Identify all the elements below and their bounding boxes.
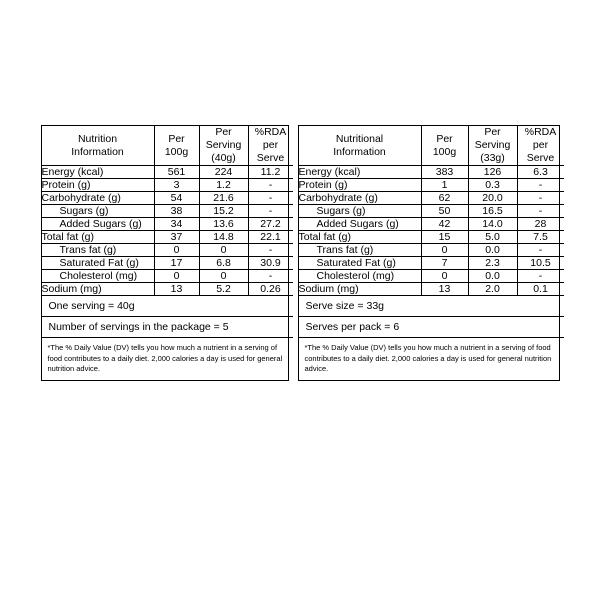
row-label: Sugars (g) [42,205,155,218]
table-header-row [299,126,564,166]
cell-per-serving: 21.6 [199,192,248,205]
cell-per-serving: 2.0 [468,283,517,296]
cell-rda: 10.5 [517,257,564,270]
row-label: Trans fat (g) [299,244,422,257]
cell-per-100g: 54 [154,192,199,205]
footnote-row [299,338,564,380]
cell-per-serving: 14.8 [199,231,248,244]
cell-rda: 11.2 [248,166,293,179]
cell-per-100g: 34 [154,218,199,231]
cell-per-100g: 38 [154,205,199,218]
cell-rda: - [248,192,293,205]
cell-per-serving: 16.5 [468,205,517,218]
cell-per-serving: 2.3 [468,257,517,270]
table-row [299,179,564,192]
cell-rda: 0.1 [517,283,564,296]
table-row [42,179,293,192]
cell-per-serving: 15.2 [199,205,248,218]
nutrition-panel-left [41,125,289,381]
header-per-serving: Per Serving (40g) [199,126,248,166]
table-body [299,126,564,380]
serving-note-row [42,296,293,317]
cell-rda: - [517,270,564,283]
serving-size-note: One serving = 40g [42,296,293,317]
servings-note-row [299,317,564,338]
table-row [299,270,564,283]
row-label: Trans fat (g) [42,244,155,257]
cell-per-serving: 14.0 [468,218,517,231]
header-per-serving: Per Serving (33g) [468,126,517,166]
table-row [42,231,293,244]
serves-per-pack-note: Serves per pack = 6 [299,317,564,338]
table-body [42,126,293,380]
cell-per-100g: 383 [421,166,468,179]
cell-rda: 7.5 [517,231,564,244]
cell-rda: - [517,192,564,205]
cell-per-serving: 1.2 [199,179,248,192]
cell-rda: - [248,270,293,283]
row-label: Total fat (g) [42,231,155,244]
table-row [42,270,293,283]
table-row [299,257,564,270]
footnote-row [42,338,293,380]
daily-value-footnote: *The % Daily Value (DV) tells you how much a nutrient in a serving of food contributes to a daily diet. 2,000 calories a day is used for general nutrition advice. [299,338,564,380]
table-row [42,218,293,231]
row-label: Sodium (mg) [299,283,422,296]
table-row [299,231,564,244]
row-label: Energy (kcal) [299,166,422,179]
daily-value-footnote: *The % Daily Value (DV) tells you how much a nutrient in a serving of food contributes to a daily diet. 2,000 calories a day is used for general nutrition advice. [42,338,293,380]
row-label: Cholesterol (mg) [42,270,155,283]
cell-per-100g: 17 [154,257,199,270]
cell-per-100g: 50 [421,205,468,218]
cell-per-100g: 15 [421,231,468,244]
table-row [299,218,564,231]
cell-per-serving: 0.3 [468,179,517,192]
cell-rda: 27.2 [248,218,293,231]
cell-per-100g: 561 [154,166,199,179]
table-row [42,283,293,296]
table-row [42,166,293,179]
row-label: Added Sugars (g) [42,218,155,231]
cell-per-serving: 5.2 [199,283,248,296]
table-row [299,283,564,296]
header-rda-per-serve: %RDA per Serve [517,126,564,166]
cell-per-100g: 1 [421,179,468,192]
servings-per-package-note: Number of servings in the package = 5 [42,317,293,338]
serving-note-row [299,296,564,317]
cell-per-100g: 0 [421,270,468,283]
table-row [42,257,293,270]
cell-per-serving: 13.6 [199,218,248,231]
nutrition-table-left [42,126,293,380]
cell-per-100g: 42 [421,218,468,231]
table-row [299,166,564,179]
cell-per-100g: 13 [421,283,468,296]
nutrition-table-right [299,126,564,380]
cell-per-serving: 0 [199,270,248,283]
cell-per-100g: 7 [421,257,468,270]
cell-rda: - [248,179,293,192]
cell-per-100g: 37 [154,231,199,244]
cell-per-serving: 0.0 [468,244,517,257]
cell-per-serving: 20.0 [468,192,517,205]
cell-per-100g: 0 [421,244,468,257]
nutrition-panel-right [298,125,560,381]
row-label: Total fat (g) [299,231,422,244]
cell-rda: - [248,244,293,257]
table-row [42,192,293,205]
table-row [299,192,564,205]
serve-size-note: Serve size = 33g [299,296,564,317]
row-label: Saturated Fat (g) [42,257,155,270]
cell-per-serving: 0.0 [468,270,517,283]
cell-rda: 22.1 [248,231,293,244]
header-per-100g: Per 100g [154,126,199,166]
table-row [299,205,564,218]
row-label: Sodium (mg) [42,283,155,296]
cell-rda: - [517,179,564,192]
cell-per-serving: 0 [199,244,248,257]
cell-rda: - [248,205,293,218]
row-label: Protein (g) [42,179,155,192]
table-row [42,244,293,257]
row-label: Protein (g) [299,179,422,192]
cell-rda: 6.3 [517,166,564,179]
header-per-100g: Per 100g [421,126,468,166]
row-label: Energy (kcal) [42,166,155,179]
table-row [42,205,293,218]
cell-rda: - [517,244,564,257]
cell-per-serving: 126 [468,166,517,179]
row-label: Sugars (g) [299,205,422,218]
cell-per-serving: 6.8 [199,257,248,270]
row-label: Added Sugars (g) [299,218,422,231]
cell-per-100g: 0 [154,244,199,257]
row-label: Cholesterol (mg) [299,270,422,283]
cell-per-100g: 3 [154,179,199,192]
cell-rda: - [517,205,564,218]
cell-rda: 28 [517,218,564,231]
header-rda-per-serve: %RDA per Serve [248,126,293,166]
row-label: Carbohydrate (g) [42,192,155,205]
cell-rda: 30.9 [248,257,293,270]
header-information: Nutrition Information [42,126,155,166]
cell-per-100g: 13 [154,283,199,296]
cell-per-100g: 62 [421,192,468,205]
table-header-row [42,126,293,166]
cell-per-100g: 0 [154,270,199,283]
servings-note-row [42,317,293,338]
cell-rda: 0.26 [248,283,293,296]
row-label: Carbohydrate (g) [299,192,422,205]
row-label: Saturated Fat (g) [299,257,422,270]
table-row [299,244,564,257]
header-information: Nutritional Information [299,126,422,166]
cell-per-serving: 5.0 [468,231,517,244]
cell-per-serving: 224 [199,166,248,179]
